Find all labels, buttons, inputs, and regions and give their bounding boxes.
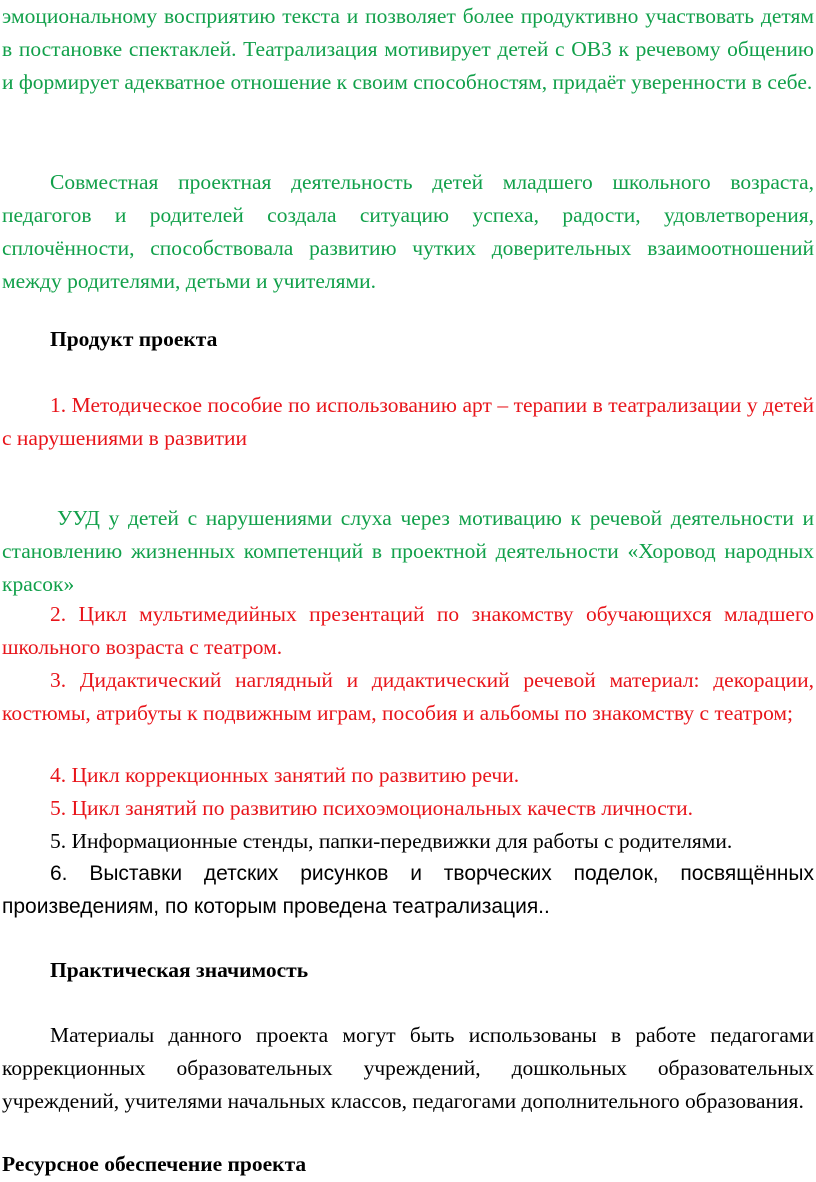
product-item-5-black: 5. Информационные стенды, папки-передвижки для работы с родителями. bbox=[50, 829, 733, 853]
product-item-4: 4. Цикл коррекционных занятий по развитию речи. bbox=[50, 763, 520, 787]
product-uud-paragraph: УУД у детей с нарушениями слуха через мотивацию к речевой деятельности и становлению жизненных компетенций в проектной деятельности «Хоровод народных красок» bbox=[2, 506, 814, 596]
heading-project-product: Продукт проекта bbox=[50, 327, 218, 351]
paragraph-theatricalization-benefits: эмоциональному восприятию текста и позволяет более продуктивно участвовать детям в постановке спектаклей. Театрализация мотивирует детей с ОВЗ к речевому общению и формирует адекватное отношение к своим способностям, придаёт уверенности в себе. bbox=[2, 4, 814, 94]
product-item-1: 1. Методическое пособие по использованию арт – терапии в театрализации у детей с нарушениями в развитии bbox=[2, 393, 814, 450]
product-item-2: 2. Цикл мультимедийных презентаций по знакомству обучающихся младшего школьного возраста с театром. bbox=[2, 602, 814, 659]
product-item-5-red: 5. Цикл занятий по развитию психоэмоциональных качеств личности. bbox=[50, 796, 694, 820]
product-item-3: 3. Дидактический наглядный и дидактический речевой материал: декорации, костюмы, атрибуты к подвижным играм, пособия и альбомы по знакомству с театром; bbox=[2, 668, 814, 725]
paragraph-practical-significance: Материалы данного проекта могут быть использованы в работе педагогами коррекционных образовательных учреждений, дошкольных образовательных учреждений, учителями начальных классов, педагогами дополнительного образования. bbox=[2, 1023, 814, 1113]
heading-practical-significance: Практическая значимость bbox=[50, 958, 309, 982]
heading-resource-support: Ресурсное обеспечение проекта bbox=[2, 1152, 307, 1176]
product-item-6: 6. Выставки детских рисунков и творческих поделок, посвящённых произведениям, по которым проведена театрализация.. bbox=[2, 862, 814, 918]
paragraph-joint-project-activity: Совместная проектная деятельность детей младшего школьного возраста, педагогов и родителей создала ситуацию успеха, радости, удовлетворения, сплочённости, способствовала развитию чутких доверительных взаимоотношений между родителями, детьми и учителями. bbox=[2, 170, 814, 293]
